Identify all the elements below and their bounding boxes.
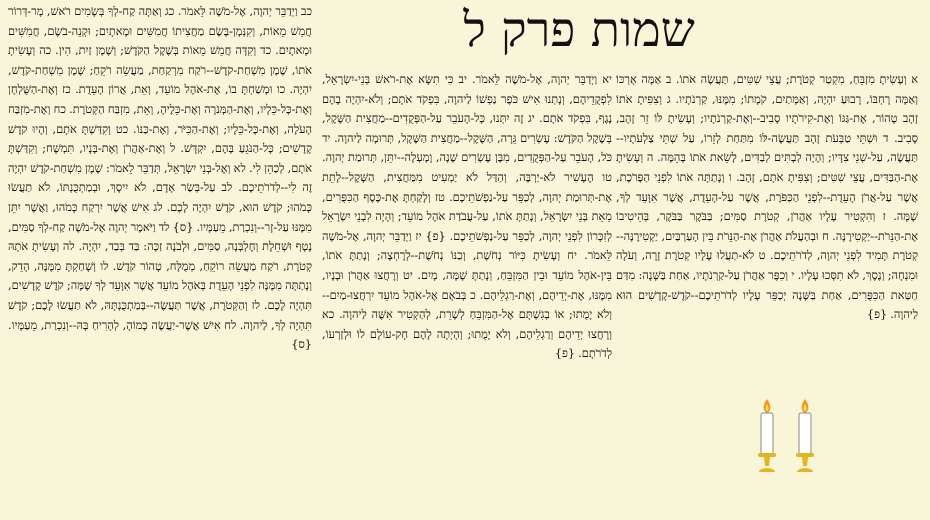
candle-right [796, 399, 814, 472]
candles-icon [754, 398, 818, 476]
text-column-middle: יא וַיְדַבֵּר יְהוָה, אֶל-מֹשֶׁה לֵּאמֹר. יב כִּי תִשָּׂא אֶת-רֹאשׁ בְּנֵי-יִשְׂרָאֵל, לִפְקֻדֵיהֶם, וְנָתְנוּ אִישׁ כֹּפֶר נַפְשׁוֹ לַיהוָה, בִּפְקֹד אֹתָם; וְלֹא-יִהְיֶה בָהֶם נֶגֶף, בִּפְקֹד אֹתָם. יג זֶה יִתְּנוּ, כָּל-הָעֹבֵר עַל-הַפְּקֻדִים--מַחֲצִית הַשֶּׁקֶל, בְּשֶׁקֶל הַקֹּדֶשׁ: עֶשְׂרִים גֵּרָה, הַשֶּׁקֶל--מַחֲצִית הַשֶּׁקֶל, תְּרוּמָה לַיהוָה. יד כֹּל, הָעֹבֵר עַל-הַפְּקֻדִים, מִבֶּן עֶשְׂרִים שָׁנָה, וָמָעְלָה--יִתֵּן, תְּרוּמַת יְהוָה. טו הֶעָשִׁיר לֹא-יַרְבֶּה, וְהַדַּל לֹא יַמְעִיט מִמַּחֲצִית, הַשָּׁקֶל--לָתֵת אֶת-תְּרוּמַת יְהוָה, לְכַפֵּר עַל-נַפְשֹׁתֵיכֶם. טז וְלָקַחְתָּ אֶת-כֶּסֶף הַכִּפֻּרִים, מֵאֵת בְּנֵי יִשְׂרָאֵל, וְנָתַתָּ אֹתוֹ, עַל-עֲבֹדַת אֹהֶל מוֹעֵד; וְהָיָה לִבְנֵי יִשְׂרָאֵל לְזִכָּרוֹן לִפְנֵי יְהוָה, לְכַפֵּר עַל-נַפְשֹׁתֵיכֶם. {פ} יז וַיְדַבֵּר יְהוָה, אֶל-מֹשֶׁה לֵּאמֹר. יח וְעָשִׂיתָ כִּיּוֹר נְחֹשֶׁת, וְכַנּוֹ נְחֹשֶׁת--לְרָחְצָה; וְנָתַתָּ אֹתוֹ, בֵּין-אֹהֶל מוֹעֵד וּבֵין הַמִּזְבֵּחַ, וְנָתַתָּ שָׁמָּה, מָיִם. יט וְרָחֲצוּ אַהֲרֹן וּבָנָיו, מִמֶּנּוּ, אֶת-יְדֵיהֶם, וְאֶת-רַגְלֵיהֶם. כ בְּבֹאָם אֶל-אֹהֶל מוֹעֵד יִרְחֲצוּ-מַיִם--וְלֹא יָמֻתוּ; אוֹ בְגִשְׁתָּם אֶל-הַמִּזְבֵּחַ לְשָׁרֵת, לְהַקְטִיר אִשֶּׁה לַיהוָה. כא וְרָחֲצוּ יְדֵיהֶם וְרַגְלֵיהֶם, וְלֹא יָמֻתוּ; וְהָיְתָה לָהֶם חָק-עוֹלָם לוֹ וּלְזַרְעוֹ, לְדֹרֹתָם. {פ} [322, 73, 612, 361]
text-column-left: כב וַיְדַבֵּר יְהוָה, אֶל-מֹשֶׁה לֵּאמֹר. כג וְאַתָּה קַח-לְךָ בְּשָׂמִים רֹאשׁ, מָר-דְּרוֹר חֲמֵשׁ מֵאוֹת, וְקִנְּמָן-בֶּשֶׂם מַחֲצִיתוֹ חֲמִשִּׁים וּמָאתָיִם; וּקְנֵה-בֹשֶׂם, חֲמִשִּׁים וּמָאתָיִם. כד וְקִדָּה חֲמֵשׁ מֵאוֹת בְּשֶׁקֶל הַקֹּדֶשׁ; וְשֶׁמֶן זַיִת, הִין. כה וְעָשִׂיתָ אֹתוֹ, שֶׁמֶן מִשְׁחַת-קֹדֶשׁ--רֹקַח מִרְקַחַת, מַעֲשֵׂה רֹקֵחַ; שֶׁמֶן מִשְׁחַת-קֹדֶשׁ, יִהְיֶה. כו וּמָשַׁחְתָּ בוֹ, אֶת-אֹהֶל מוֹעֵד, וְאֵת, אֲרוֹן הָעֵדֻת. כז וְאֶת-הַשֻּׁלְחָן וְאֶת-כָּל-כֵּלָיו, וְאֶת-הַמְּנֹרָה וְאֶת-כֵּלֶיהָ, וְאֵת, מִזְבַּח הַקְּטֹרֶת. כח וְאֶת-מִזְבַּח הָעֹלָה, וְאֶת-כָּל-כֵּלָיו; וְאֶת-הַכִּיֹּר, וְאֶת-כַּנּוֹ. כט וְקִדַּשְׁתָּ אֹתָם, וְהָיוּ קֹדֶשׁ קָדָשִׁים; כָּל-הַנֹּגֵעַ בָּהֶם, יִקְדָּשׁ. ל וְאֶת-אַהֲרֹן וְאֶת-בָּנָיו, תִּמְשָׁח; וְקִדַּשְׁתָּ אֹתָם, לְכַהֵן לִי. לא וְאֶל-בְּנֵי יִשְׂרָאֵל, תְּדַבֵּר לֵאמֹר: שֶׁמֶן מִשְׁחַת-קֹדֶשׁ יִהְיֶה זֶה לִי--לְדֹרֹתֵיכֶם. לב עַל-בְּשַׂר אָדָם, לֹא יִיסָךְ, וּבְמַתְכֻּנְתּוֹ, לֹא תַעֲשׂוּ כָּמֹהוּ; קֹדֶשׁ הוּא, קֹדֶשׁ יִהְיֶה לָכֶם. לג אִישׁ אֲשֶׁר יִרְקַח כָּמֹהוּ, וַאֲשֶׁר יִתֵּן מִמֶּנּוּ עַל-זָר--וְנִכְרַת, מֵעַמָּיו. {ס} לד וַיֹּאמֶר יְהוָה אֶל-מֹשֶׁה קַח-לְךָ סַמִּים, נָטָף וּשְׁחֵלֶת וְחֶלְבְּנָה, סַמִּים, וּלְבֹנָה זַכָּה: בַּד בְּבַד, יִהְיֶה. לה וְעָשִׂיתָ אֹתָהּ קְטֹרֶת, רֹקַח מַעֲשֵׂה רוֹקֵחַ, מְמֻלָּח, טָהוֹר קֹדֶשׁ. לו וְשָׁחַקְתָּ מִמֶּנָּה, הָדֵק, וְנָתַתָּה מִמֶּנָּה לִפְנֵי הָעֵדֻת בְּאֹהֶל מוֹעֵד אֲשֶׁר אִוָּעֵד לְךָ שָׁמָּה; קֹדֶשׁ קָדָשִׁים, תִּהְיֶה לָכֶם. לז וְהַקְּטֹרֶת, אֲשֶׁר תַּעֲשֶׂה--בְּמַתְכֻּנְתָּהּ, לֹא תַעֲשׂוּ לָכֶם; קֹדֶשׁ תִּהְיֶה לְךָ, לַיהוָה. לח אִישׁ אֲשֶׁר-יַעֲשֶׂה כָמוֹהָ, לְהָרִיחַ בָּהּ--וְנִכְרַת, מֵעַמָּיו. {ס} [8, 5, 312, 352]
candle-left [758, 399, 776, 472]
text-column-right: א וְעָשִׂיתָ מִזְבֵּחַ, מִקְטַר קְטֹרֶת; עֲצֵי שִׁטִּים, תַּעֲשֶׂה אֹתוֹ. ב אַמָּה אָרְכּוֹ וְאַמָּה רָחְבּוֹ, רָבוּעַ יִהְיֶה, וְאַמָּתַיִם, קֹמָתוֹ; מִמֶּנּוּ, קַרְנֹתָיו. ג וְצִפִּיתָ אֹתוֹ זָהָב טָהוֹר, אֶת-גַּגּוֹ וְאֶת-קִירֹתָיו סָבִיב--וְאֶת-קַרְנֹתָיו; וְעָשִׂיתָ לּוֹ זֵר זָהָב, סָבִיב. ד וּשְׁתֵּי טַבְּעֹת זָהָב תַּעֲשֶׂה-לּוֹ מִתַּחַת לְזֵרוֹ, עַל שְׁתֵּי צַלְעֹתָיו--תַּעֲשֶׂה, עַל-שְׁנֵי צִדָּיו; וְהָיָה לְבָתִּים לְבַדִּים, לָשֵׂאת אֹתוֹ בָּהֵמָּה. ה וְעָשִׂיתָ אֶת-הַבַּדִּים, עֲצֵי שִׁטִּים; וְצִפִּיתָ אֹתָם, זָהָב. ו וְנָתַתָּה אֹתוֹ לִפְנֵי הַפָּרֹכֶת, אֲשֶׁר עַל-אֲרֹן הָעֵדֻת--לִפְנֵי הַכַּפֹּרֶת, אֲשֶׁר עַל-הָעֵדֻת, אֲשֶׁר אִוָּעֵד לְךָ, שָׁמָּה. ז וְהִקְטִיר עָלָיו אַהֲרֹן, קְטֹרֶת סַמִּים; בַּבֹּקֶר בַּבֹּקֶר, בְּהֵיטִיבוֹ אֶת-הַנֵּרֹת--יַקְטִירֶנָּה. ח וּבְהַעֲלֹת אַהֲרֹן אֶת-הַנֵּרֹת בֵּין הָעַרְבַּיִם, יַקְטִירֶנָּה--קְטֹרֶת תָּמִיד לִפְנֵי יְהוָה, לְדֹרֹתֵיכֶם. ט לֹא-תַעֲלוּ עָלָיו קְטֹרֶת זָרָה, וְעֹלָה וּמִנְחָה; וְנֶסֶךְ, לֹא תִסְּכוּ עָלָיו. י וְכִפֶּר אַהֲרֹן עַל-קַרְנֹתָיו, אַחַת בַּשָּׁנָה: מִדַּם חַטַּאת הַכִּפֻּרִים, אַחַת בַּשָּׁנָה יְכַפֵּר עָלָיו לְדֹרֹתֵיכֶם--קֹדֶשׁ-קָדָשִׁים הוּא לַיהוָה. {פ} [616, 73, 918, 322]
page-title: שמות פרק ל [463, 2, 695, 58]
